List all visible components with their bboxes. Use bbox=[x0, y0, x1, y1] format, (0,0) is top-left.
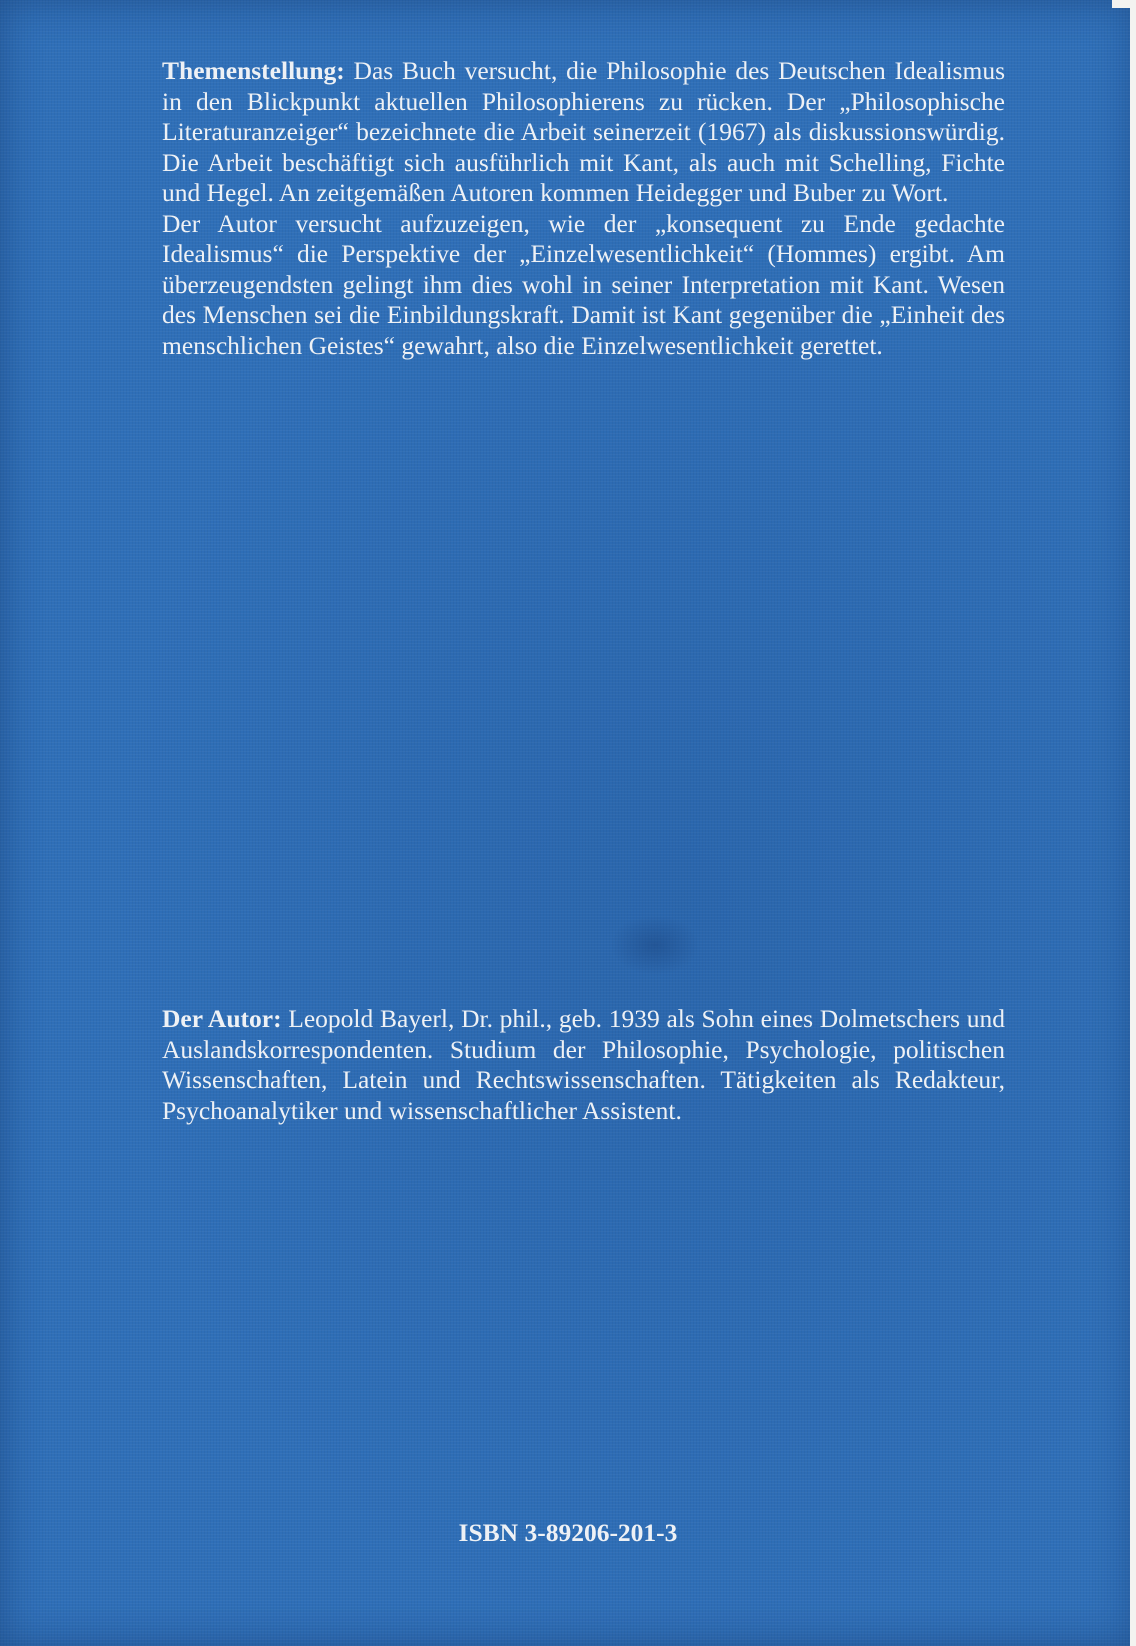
isbn-number: ISBN 3-89206-201-3 bbox=[458, 1518, 678, 1547]
themenstellung-heading: Themenstellung: bbox=[162, 56, 345, 85]
themenstellung-paragraph-2: Der Autor versucht aufzuzeigen, wie der „konsequent zu Ende gedachte Idealismus“ die Perspektive der „Einzelwesentlichkeit“ (Hommes) ergibt. Am überzeugendsten gelingt ihm dies wohl in seiner Interpretation mit Kant. Wesen des Menschen sei die Einbildungskraft. Damit ist Kant gegenüber die „Einheit des menschlichen Geistes“ gewahrt, also die Einzelwesentlichkeit gerettet. bbox=[162, 208, 1005, 360]
autor-heading: Der Autor: bbox=[162, 1004, 282, 1033]
autor-text: Leopold Bayerl, Dr. phil., geb. 1939 als Sohn eines Dolmetschers und Auslandskorrespondenten. Studium der Philosophie, Psychologie, politischen Wissenschaften, Latein und Rechtswissenschaften. Tätigkeiten als Redakteur, Psychoanalytiker und wissenschaftlicher Assistent. bbox=[162, 1004, 1005, 1125]
page-edge bbox=[1130, 0, 1136, 1646]
themenstellung-section bbox=[162, 56, 1005, 361]
page-corner bbox=[1112, 0, 1136, 8]
themenstellung-paragraph-1 bbox=[162, 56, 1005, 209]
cover-smudge bbox=[610, 915, 700, 975]
themenstellung-text-1: Das Buch versucht, die Philosophie des Deutschen Idealismus in den Blickpunkt aktuellen Philosophierens zu rücken. Der „Philosophische Literaturanzeiger“ bezeichnete die Arbeit seinerzeit (1967) als diskussionswürdig. Die Arbeit beschäftigt sich ausführlich mit Kant, als auch mit Schelling, Fichte und Hegel. An zeitgemäßen Autoren kommen Heidegger und Buber zu Wort. bbox=[162, 56, 1005, 207]
autor-paragraph bbox=[162, 1004, 1005, 1126]
autor-section bbox=[162, 1004, 1005, 1126]
